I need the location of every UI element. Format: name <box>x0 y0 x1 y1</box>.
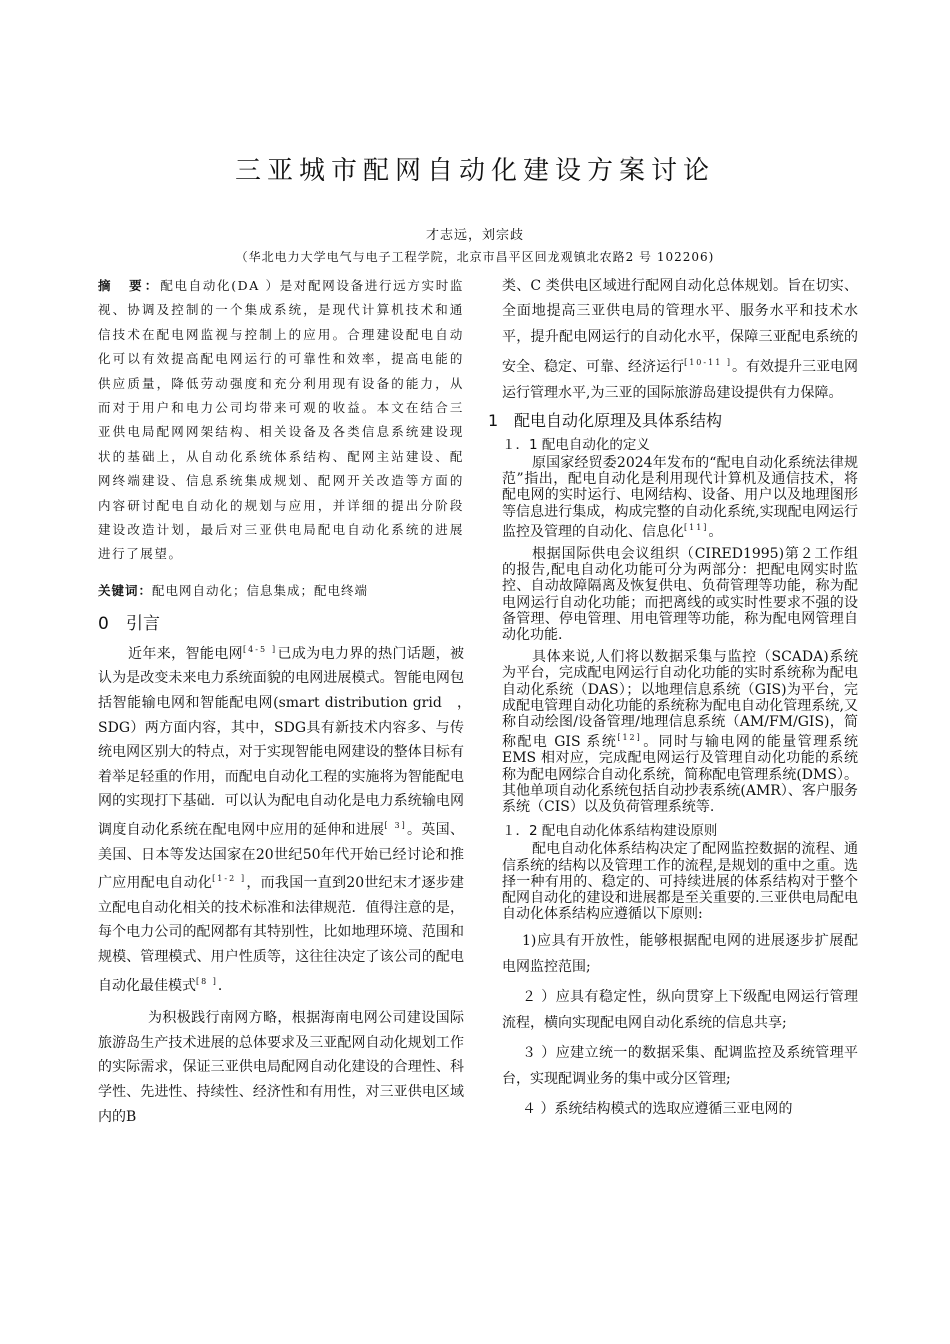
abstract-label: 摘 要： <box>98 278 161 293</box>
section-0-heading <box>98 609 464 634</box>
section-1-title: 配电自动化原理及具体系结构 <box>514 411 723 431</box>
authors: 才志远，刘宗歧 <box>425 228 524 243</box>
intro-text: ． <box>217 977 232 994</box>
paper-title: 三亚城市配网自动化建设方案讨论 <box>234 156 715 186</box>
section-1-1-paragraph-3 <box>502 649 858 815</box>
citation: [4-5 ] <box>243 644 278 654</box>
intro-text: ，而我国一直到20世纪末才逐步建立配电自动化相关的技术标准和法律规范．值得注意的是，每个电力公司的配网都有其特别性，比如地理环境、范围和规模、管理模式、用户性质等，这往往决定了该公司的配电自动化最佳模式 <box>98 875 465 994</box>
left-column <box>98 274 478 1129</box>
section-1-heading <box>488 408 858 431</box>
citation: [ 3] <box>384 821 407 831</box>
subsection-1-1-heading: １．1 配电自动化的定义 <box>502 437 650 454</box>
intro-text: 已成为电力界的热门话题，被认为是改变未来电力系统面貌的电网进展模式。智能电网包括智能输电网和智能配电网(smart distribution grid ， SDG）两方面内容，其中，SDG具有新技术内容多、与传统电网区别大的特点，对于实现智能电网建设的整体目标有着举足轻重的作用，而配电自动化工程的实施将为智能配电网的实现打下基础．可以认为配电自动化是电力系统输电网调度自动化系统在配电网中应用的延伸和进展 <box>98 645 478 839</box>
affiliation: （华北电力大学电气与电子工程学院，北京市昌平区回龙观镇北农路2 号 102206) <box>235 250 715 264</box>
section-0-title: 引言 <box>126 613 160 634</box>
section-1-1-paragraph-1 <box>502 455 858 540</box>
abstract <box>98 274 464 567</box>
intro-paragraph-1 <box>98 638 478 998</box>
body-text: 具体来说,人们将以数据采集与监控（SCADA)系统为平台，完成配电网运行自动化功能的实时系统称为配电自动化系统（DAS）；以地理信息系统（GIS)为平台，完成配电管理自动化功能的系统称为配电自动化管理系统,又称自动绘图/设备管理/地理信息系统（AM/FM/GIS)，简称配电 GIS 系统 <box>502 649 858 751</box>
principle-item-3: ３ ）应建立统一的数据采集、配调监控及系统管理平台，实现配调业务的集中或分区管理; <box>502 1045 858 1088</box>
section-1-2-paragraph-1: 配电自动化体系结构决定了配网监控数据的流程、通信系统的结构以及管理工作的流程,是规划的重中之重。选择一种有用的、稳定的、可持续进展的体系结构对于整个配网自动化的建设和进展都是至关重要的.三亚供电局配电自动化体系结构应遵循以下原则: <box>502 841 858 923</box>
intro-paragraph-2: 为积极践行南网方略，根据海南电网公司建设国际旅游岛生产技术进展的总体要求及三亚配网自动化规划工作的实际需求，保证三亚供电局配网自动化建设的合理性、科学性、先进性、持续性、经济性和有用性，对三亚供电区域内的B <box>98 1010 464 1125</box>
intro-text: 近年来，智能电网 <box>128 645 244 662</box>
keywords-label: 关键词： <box>98 582 153 598</box>
principle-item-4: ４ ）系统结构模式的选取应遵循三亚电网的 <box>522 1101 793 1118</box>
section-1-number: 1 <box>488 411 499 431</box>
citation: [10-11 ] <box>684 358 732 368</box>
intro-text: 。有效提升三亚电网运行管理水平,为三亚的国际旅游岛建设提供有力保障。 <box>502 359 859 401</box>
body-text: 原国家经贸委2024年发布的“配电自动化系统法律规范”指出，配电自动化是利用现代计算机及通信技术，将配电网的实时运行、电网结构、设备、用户以及地理图形等信息进行集成，构成完整的自动化系统,实现配电网运行监控及管理的自动化、信息化 <box>502 455 858 540</box>
intro-text: 。英国、美国、日本等发达国家在20世纪50年代开始已经讨论和推广应用配电自动化 <box>98 822 465 892</box>
citation: [1-2 ] <box>212 874 247 884</box>
subsection-1-2-heading: １．2 配电自动化体系结构建设原则 <box>502 823 718 840</box>
principle-item-1: 1)应具有开放性，能够根据配电网的进展逐步扩展配电网监控范围; <box>502 933 858 976</box>
body-text: 。 <box>708 523 723 540</box>
abstract-text: 配电自动化(DA ）是对配网设备进行远方实时监视、协调及控制的一个集成系统，是现代计算机技术和通信技术在配电网监视与控制上的应用。合理建设配电自动化可以有效提高配电网运行的可靠性和效率，提高电能的供应质量，降低劳动强度和充分利用现有设备的能力，从而对于用户和电力公司均带来可观的收益。本文在结合三亚供电局配网网架结构、相关设备及各类信息系统建设现状的基础上，从自动化系统体系结构、配网主站建设、配网终端建设、信息系统集成规划、配网开关改造等方面的内容研讨配电自动化的规划与应用，并详细的提出分阶段建设改造计划，最后对三亚供电局配电自动化系统的进展进行了展望。 <box>98 278 464 562</box>
citation: [8 ] <box>196 976 218 986</box>
body-text: 。同时与输电网的能量管理系统 EMS 相对应，完成配电网运行及管理自动化功能的系统称为配电网综合自动化系统，简称配电管理系统(DMS）。其他单项自动化系统包括自动抄表系统(AMR）、客户服务系统（CIS）以及负荷管理系统等. <box>502 734 858 816</box>
citation: [12] <box>617 733 642 743</box>
intro-text: 类、C 类供电区域进行配网自动化总体规划。旨在切实、全面地提高三亚供电局的管理水平、服务水平和技术水平，提升配电网运行的自动化水平，保障三亚配电系统的安全、稳定、可靠、经济运行 <box>502 278 858 376</box>
keywords <box>98 581 464 599</box>
intro-paragraph-2-continued <box>502 274 858 406</box>
section-0-number: 0 <box>98 613 109 634</box>
right-column <box>488 274 858 1126</box>
citation: [11] <box>684 522 709 532</box>
section-1-1-paragraph-2: 根据国际供电会议组织（CIRED1995)第２工作组的报告,配电自动化功能可分为两部分：把配电网实时监控、自动故障隔离及恢复供电、负荷管理等功能，称为配电网运行自动化功能；而把离线的或实时性要求不强的设备管理、停电管理、用电管理等功能，称为配电网管理自动化功能. <box>502 546 858 644</box>
keywords-text: 配电网自动化；信息集成；配电终端 <box>152 582 369 598</box>
principle-item-2: ２ ）应具有稳定性，纵向贯穿上下级配电网运行管理流程，横向实现配电网自动化系统的信息共享; <box>502 989 858 1032</box>
